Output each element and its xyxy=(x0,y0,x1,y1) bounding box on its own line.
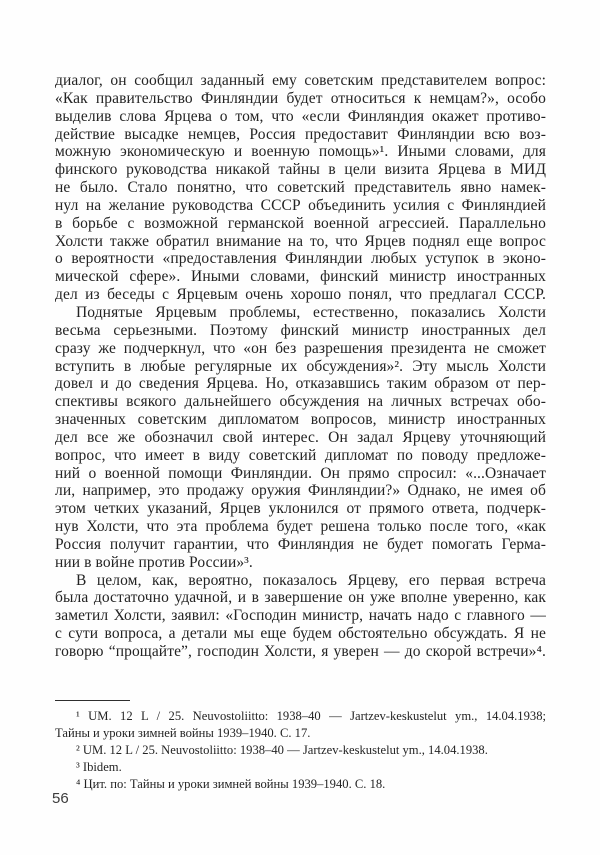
text-block xyxy=(55,72,546,661)
text-line: спективы всякого дальнейшего обсуждения на личных встречах обо- xyxy=(55,393,546,411)
footnote-separator xyxy=(55,700,130,701)
text-line: Россия получит гарантии, что Финляндия не будет помогать Герма- xyxy=(55,535,546,553)
text-line: о вероятности «предоставления Финляндии любых уступок в эконо- xyxy=(55,250,546,268)
text-line: мической сфере». Иными словами, финский министр иностранных xyxy=(55,268,546,286)
text-line: нув Холсти, что эта проблема будет решена только после того, «как xyxy=(55,518,546,536)
text-line: выделив слова Ярцева о том, что «если Финляндия окажет противо- xyxy=(55,107,546,125)
text-line: нии в войне против России»³. xyxy=(55,553,253,571)
text-line: весьма серьезными. Поэтому финский министр иностранных дел xyxy=(55,321,546,339)
text-line: В целом, как, вероятно, показалось Ярцеву, его первая встреча xyxy=(76,571,546,589)
text-line: говорю “прощайте”, господин Холсти, я уверен — до скорой встречи»⁴. xyxy=(55,643,546,660)
text-line: вопрос, что имеет в виду советский дипломат по поводу предложе- xyxy=(55,446,546,464)
paragraph xyxy=(55,72,546,304)
footnote-line: ² UM. 12 L / 25. Neuvostoliitto: 1938–40 — Jartzev-keskustelut ym., 14.04.1938. xyxy=(76,743,488,757)
text-line: не было. Стало понятно, что советский представитель явно намек- xyxy=(55,179,546,197)
text-line: ний о военной помощи Финляндии. Он прямо спросил: «...Означает xyxy=(55,464,546,482)
footnote-line: ⁴ Цит. по: Тайны и уроки зимней войны 1939–1940. С. 18. xyxy=(76,777,386,791)
paragraph xyxy=(55,304,546,572)
text-line: была достаточно удачной, и в завершение он уже вполне уверенно, как xyxy=(55,589,546,607)
text-line: Холсти также обратил внимание на то, что Ярцев поднял еще вопрос xyxy=(55,232,546,250)
text-line: этом четких указаний, Ярцев уклонился от прямого ответа, подчерк- xyxy=(55,500,546,518)
text-line: с сути вопроса, а детали мы еще будем обстоятельно обсуждать. Я не xyxy=(55,625,546,643)
text-line: «Как правительство Финляндии будет относиться к немцам?», особо xyxy=(55,89,546,107)
text-line: действие высадке немцев, Россия предоставит Финляндии всю воз- xyxy=(55,125,546,143)
footnotes xyxy=(55,700,546,793)
footnote-line: ³ Ibidem. xyxy=(76,760,122,774)
text-line: диалог, он сообщил заданный ему советским представителем вопрос: xyxy=(55,72,546,89)
text-line: сразу же подчеркнул, что «он без разрешения президента не сможет xyxy=(55,339,546,357)
text-line: дел из беседы с Ярцевым очень хорошо понял, что предлагал СССР. xyxy=(55,286,546,304)
text-line: в борьбе с возможной германской военной агрессией. Параллельно xyxy=(55,214,546,232)
text-line: ли, например, это продажу оружия Финляндии?» Однако, не имея об xyxy=(55,482,546,500)
footnote-line: Тайны и уроки зимней войны 1939–1940. С. 17. xyxy=(55,726,311,740)
text-line: дел все же обозначил свой интерес. Он задал Ярцеву уточняющий xyxy=(55,428,546,446)
text-line: значенных советским дипломатом вопросов, министр иностранных xyxy=(55,411,546,429)
paragraph xyxy=(55,572,546,661)
text-line: финского руководства никакой тайны в цели визита Ярцева в МИД xyxy=(55,161,546,179)
text-line: довел и до сведения Ярцева. Но, отказавшись таким образом от пер- xyxy=(55,375,546,393)
text-line: вступить в любые регулярные их обсуждения»². Эту мысль Холсти xyxy=(55,357,546,375)
text-line: нул на желание руководства СССР объединить усилия с Финляндией xyxy=(55,196,546,214)
text-line: Поднятые Ярцевым проблемы, естественно, показались Холсти xyxy=(76,303,546,321)
footnote-line: ¹ UM. 12 L / 25. Neuvostoliitto: 1938–40 — Jartzev-keskustelut ym., 14.04.1938; xyxy=(76,709,546,723)
page-number: 56 xyxy=(52,790,69,807)
text-line: заметил Холсти, заявил: «Господин министр, начать надо с главного — xyxy=(55,607,546,625)
text-line: можную экономическую и военную помощь»¹. Иными словами, для xyxy=(55,143,546,161)
